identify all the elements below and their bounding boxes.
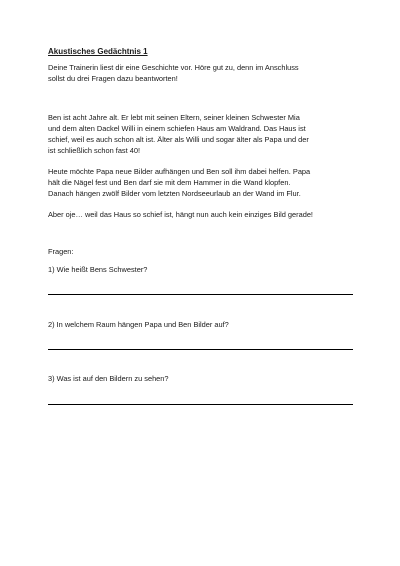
story-paragraph-3 (48, 209, 358, 220)
answer-line-1[interactable] (48, 294, 353, 295)
story-line: hält die Nägel fest und Ben darf sie mit dem Hammer in die Wand klopfen. (48, 178, 291, 187)
story-paragraph-2 (48, 166, 358, 199)
question-2: 2) In welchem Raum hängen Papa und Ben Bilder auf? (48, 320, 229, 329)
story-line: Heute möchte Papa neue Bilder aufhängen und Ben soll ihm dabei helfen. Papa (48, 167, 311, 176)
question-3: 3) Was ist auf den Bildern zu sehen? (48, 374, 169, 383)
story-line: ist schließlich schon fast 40! (48, 146, 141, 155)
story-line: Aber oje… weil das Haus so schief ist, hängt nun auch kein einziges Bild gerade! (48, 210, 313, 219)
intro-line: sollst du drei Fragen dazu beantworten! (48, 74, 178, 83)
story-line: Ben ist acht Jahre alt. Er lebt mit seinen Eltern, seiner kleinen Schwester Mia (48, 113, 300, 122)
intro-line: Deine Trainerin liest dir eine Geschichte vor. Höre gut zu, denn im Anschluss (48, 63, 299, 72)
answer-line-2[interactable] (48, 349, 353, 350)
question-1: 1) Wie heißt Bens Schwester? (48, 265, 148, 274)
worksheet-title: Akustisches Gedächtnis 1 (48, 47, 148, 56)
story-line: und dem alten Dackel Willi in einem schiefen Haus am Waldrand. Das Haus ist (48, 124, 306, 133)
story-line: schief, weil es auch schon alt ist. Älter als Willi und sogar älter als Papa und der (48, 135, 309, 144)
intro-paragraph (48, 62, 358, 84)
story-line: Danach hängen zwölf Bilder vom letzten Nordseeurlaub an der Wand im Flur. (48, 189, 301, 198)
story-paragraph-1 (48, 112, 358, 156)
answer-line-3[interactable] (48, 404, 353, 405)
questions-heading: Fragen: (48, 247, 74, 256)
